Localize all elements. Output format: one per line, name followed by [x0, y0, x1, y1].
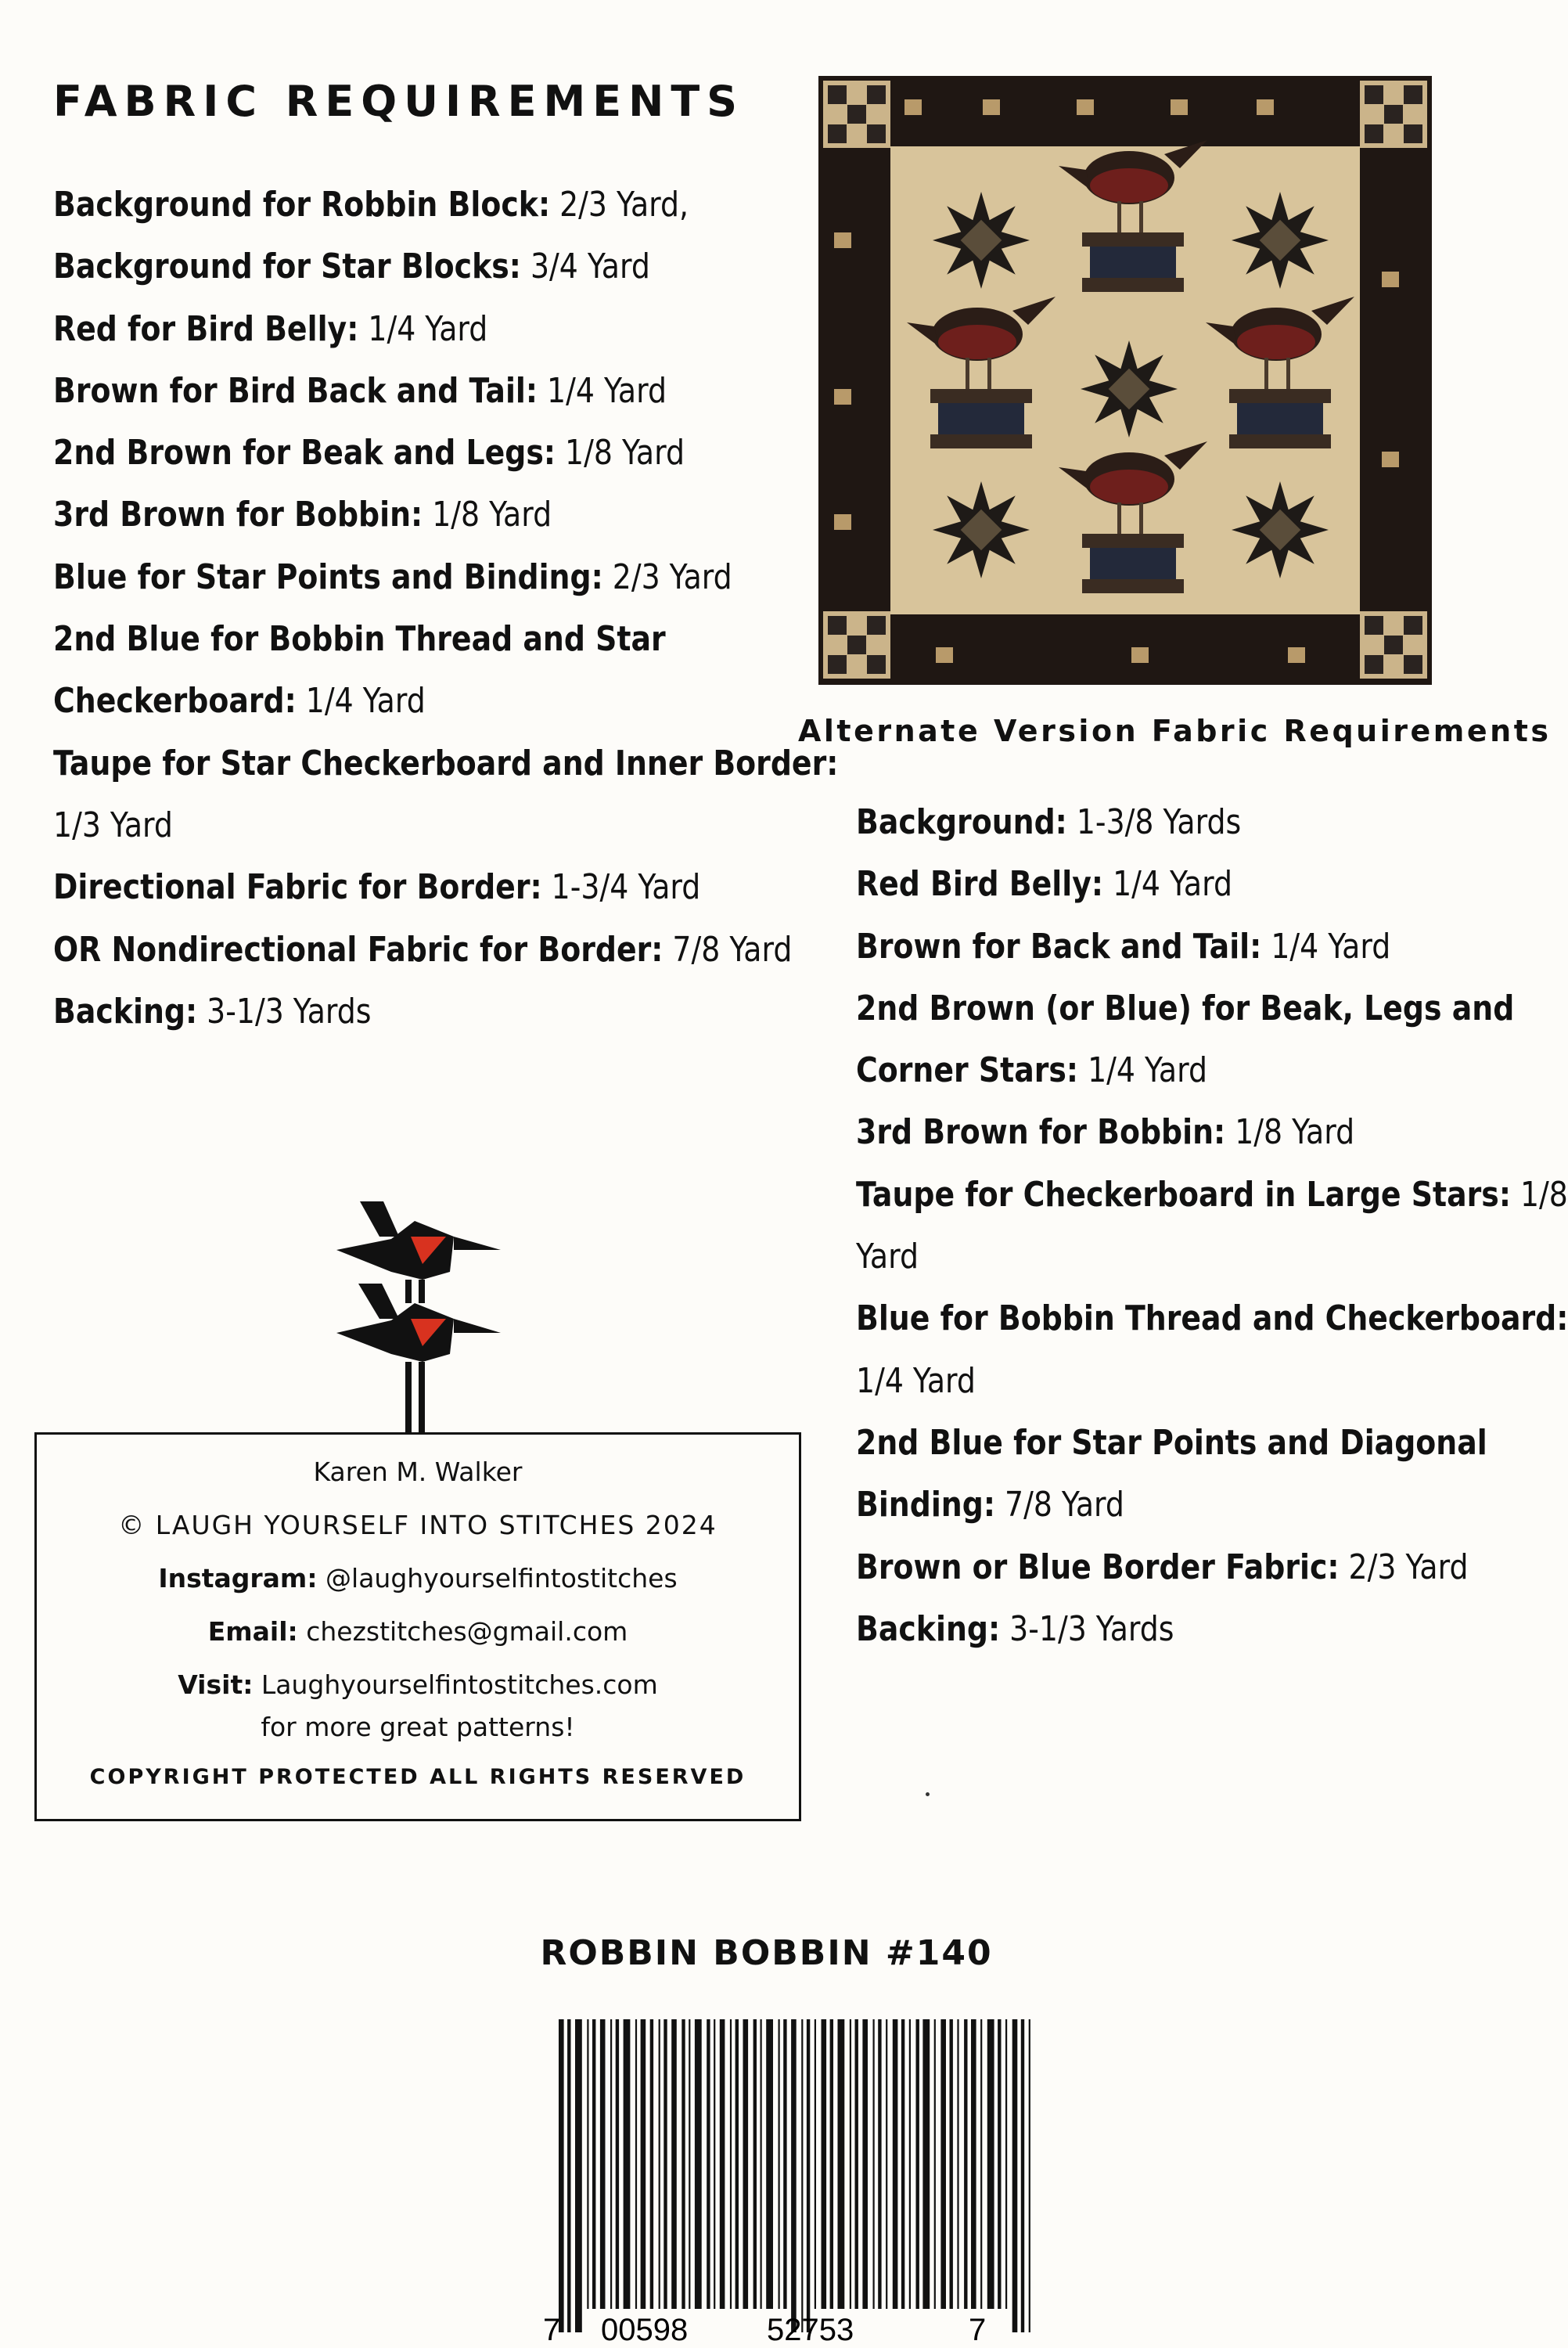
barcode-bar: [980, 2019, 982, 2309]
barcode-bar: [916, 2019, 919, 2309]
requirement-label: Brown or Blue Border Fabric:: [856, 1547, 1340, 1587]
instagram-label: Instagram:: [158, 1563, 318, 1594]
requirement-value: 2/3 Yard: [1339, 1547, 1469, 1587]
requirement-row: [53, 981, 659, 1043]
barcode-bar: [822, 2019, 827, 2309]
requirement-row: [53, 360, 667, 422]
barcode-bar: [600, 2019, 606, 2309]
requirement-label: Background for Star Blocks:: [53, 247, 521, 287]
quilt-border-house: [936, 647, 953, 663]
barcode-bar: [575, 2019, 582, 2332]
barcode-bar: [641, 2019, 646, 2309]
requirement-label: Blue for Bobbin Thread and Checkerboard:: [856, 1298, 1568, 1339]
requirement-label: Brown for Back and Tail:: [856, 926, 1262, 967]
quilt-bird-belly: [1237, 325, 1315, 359]
barcode-bar: [567, 2019, 570, 2332]
requirement-value: 1/4 Yard: [538, 370, 667, 411]
quilt-bobbin-bottom: [1229, 434, 1331, 448]
requirement-label: Backing:: [856, 1608, 1001, 1649]
barcode-bar: [901, 2019, 904, 2309]
requirement-value: 3-1/3 Yards: [1000, 1608, 1174, 1649]
quilt-bobbin-thread: [938, 403, 1024, 434]
email-line: [37, 1616, 799, 1647]
quilt-border-house: [983, 99, 1000, 115]
barcode-bar: [830, 2019, 833, 2309]
quilt-bobbin-top: [1229, 389, 1331, 403]
requirement-row: [53, 546, 732, 608]
requirement-row: [53, 608, 666, 670]
quilt-bird-leg: [1117, 502, 1121, 534]
requirement-row: [53, 856, 701, 918]
barcode-bar: [940, 2019, 946, 2309]
requirement-value: 1/4 Yard: [856, 1360, 976, 1401]
requirement-label: Backing:: [53, 991, 198, 1032]
requirement-label: Brown for Bird Back and Tail:: [53, 370, 538, 411]
barcode-bar: [957, 2019, 958, 2309]
quilt-bobbin-thread: [1090, 548, 1176, 579]
requirement-row: [856, 978, 1515, 1039]
rights-reserved: COPYRIGHT PROTECTED ALL RIGHTS RESERVED: [89, 1765, 746, 1789]
quilt-corner-square: [1404, 655, 1422, 674]
barcode-bar: [934, 2019, 936, 2309]
barcode-bar: [801, 2019, 803, 2332]
requirement-value: 1-3/8 Yards: [1066, 802, 1242, 842]
barcode-bar: [610, 2019, 612, 2309]
quilt-bird-leg: [1286, 358, 1290, 389]
barcode-bar: [862, 2019, 868, 2309]
barcode-bar: [971, 2019, 976, 2309]
contact-box: [34, 1432, 801, 1821]
barcode-bar: [659, 2019, 660, 2309]
quilt-corner-square: [867, 655, 886, 674]
requirement-row: [856, 916, 1408, 978]
quilt-bird-belly: [1090, 470, 1168, 504]
barcode-bar: [559, 2019, 564, 2332]
instagram-line: [37, 1563, 799, 1594]
requirement-row: [856, 1598, 1408, 1660]
requirement-label: 2nd Brown for Beak and Legs:: [53, 433, 556, 474]
barcode-bar: [671, 2019, 677, 2309]
quilt-bird-leg: [1264, 358, 1268, 389]
barcode-bar: [766, 2019, 773, 2309]
requirement-row: [856, 1412, 1487, 1474]
quilt-corner-square: [1404, 616, 1422, 635]
quilt-border-house: [1131, 647, 1149, 663]
barcode-bar: [624, 2019, 631, 2309]
requirement-row: [53, 794, 659, 856]
requirement-label: Checkerboard:: [53, 681, 297, 722]
requirement-value: 3-1/3 Yards: [197, 991, 372, 1032]
quilt-corner-square: [1365, 85, 1383, 104]
quilt-border-house: [1257, 99, 1274, 115]
visit-line: [37, 1669, 799, 1700]
barcode-bar: [815, 2019, 816, 2309]
barcode-bar: [664, 2019, 667, 2309]
page-title: FABRIC REQUIREMENTS: [53, 77, 745, 126]
fabric-requirements-list: [53, 174, 839, 1043]
barcode-bar: [695, 2019, 702, 2309]
requirement-value: 1/4 Yard: [1078, 1050, 1208, 1091]
requirement-row: [53, 236, 659, 297]
quilt-border-house: [1382, 272, 1399, 287]
barcode-bar: [753, 2019, 757, 2309]
stray-dot: [926, 1792, 930, 1796]
barcode-bar: [1021, 2019, 1024, 2332]
requirement-row: [53, 733, 839, 794]
barcode-bar: [689, 2019, 690, 2309]
barcode: [540, 2019, 994, 2348]
requirement-label: Taupe for Checkerboard in Large Stars:: [856, 1174, 1511, 1215]
requirement-label: 3rd Brown for Bobbin:: [53, 495, 423, 535]
alternate-requirements-list: [856, 791, 1568, 1660]
quilt-corner-square: [867, 124, 886, 143]
barcode-bar: [878, 2019, 881, 2309]
quilt-corner-square: [847, 636, 866, 654]
requirement-row: [856, 1287, 1568, 1349]
quilt-bobbin-top: [1082, 534, 1184, 548]
copyright-line: © LAUGH YOURSELF INTO STITCHES 2024: [118, 1510, 717, 1540]
requirement-value: 1-3/4 Yard: [541, 867, 701, 908]
quilt-border-house: [904, 99, 922, 115]
requirement-row: [856, 1164, 1568, 1226]
barcode-group-left: 00598: [601, 2313, 689, 2347]
requirement-label: 2nd Blue for Star Points and Diagonal: [856, 1422, 1487, 1463]
requirement-label: Red Bird Belly:: [856, 864, 1104, 905]
requirement-label: Corner Stars:: [856, 1050, 1079, 1091]
requirement-label: OR Nondirectional Fabric for Border:: [53, 929, 664, 970]
barcode-bar: [735, 2019, 739, 2309]
quilt-bird-belly: [938, 325, 1016, 359]
barcode-bar: [1012, 2019, 1018, 2332]
quilt-border-house: [834, 232, 851, 248]
more-patterns: for more great patterns!: [261, 1712, 575, 1742]
barcode-digit-last: 7: [969, 2313, 987, 2347]
barcode-bar: [761, 2019, 762, 2309]
requirement-row: [856, 853, 1408, 915]
requirement-value: 1/4 Yard: [296, 681, 426, 722]
barcode-bar: [855, 2019, 858, 2309]
requirement-row: [856, 1536, 1469, 1598]
quilt-bobbin-bottom: [930, 434, 1032, 448]
quilt-bird-leg: [987, 358, 991, 389]
quilt-corner-square: [1404, 85, 1422, 104]
quilt-corner-square: [867, 85, 886, 104]
requirement-label: Taupe for Star Checkerboard and Inner Border:: [53, 743, 839, 783]
quilt-bird-leg: [1117, 201, 1121, 232]
requirement-row: [856, 1474, 1408, 1536]
quilt-border-house: [834, 389, 851, 405]
barcode-bar: [964, 2019, 967, 2309]
quilt-corner-square: [1365, 616, 1383, 635]
barcode-bar: [707, 2019, 710, 2309]
quilt-bird-leg: [1139, 201, 1143, 232]
email-label: Email:: [207, 1616, 298, 1647]
requirement-label: Background:: [856, 802, 1067, 842]
quilt-corner-square: [1365, 655, 1383, 674]
barcode-bar: [650, 2019, 653, 2309]
requirement-row: [856, 791, 1408, 853]
visit-label: Visit:: [178, 1669, 254, 1700]
website-link[interactable]: Laughyourselfintostitches.com: [253, 1669, 658, 1700]
barcode-bar: [743, 2019, 749, 2309]
barcode-bar: [873, 2019, 875, 2309]
quilt-corner-square: [1365, 124, 1383, 143]
barcode-bar: [922, 2019, 930, 2309]
requirement-value: 1/3 Yard: [53, 805, 173, 845]
requirement-row: [856, 1350, 1408, 1412]
quilt-bobbin-thread: [1237, 403, 1323, 434]
requirement-label: Red for Bird Belly:: [53, 308, 359, 349]
requirement-value: 1/8 Yard: [556, 433, 685, 474]
quilt-bobbin-thread: [1090, 247, 1176, 278]
requirement-label: Background for Robbin Block:: [53, 185, 551, 225]
quilt-bobbin-bottom: [1082, 579, 1184, 593]
requirement-value: 7/8 Yard: [994, 1485, 1124, 1525]
quilt-bird-belly: [1090, 168, 1168, 203]
barcode-bar: [838, 2019, 845, 2309]
quilt-corner-square: [828, 124, 847, 143]
barcode-bar: [1029, 2019, 1030, 2332]
barcode-bar: [807, 2019, 810, 2332]
pattern-title: ROBBIN BOBBIN #140: [540, 1933, 993, 1973]
barcode-bar: [987, 2019, 994, 2309]
barcode-bar: [1005, 2019, 1007, 2309]
requirement-row: [53, 484, 659, 546]
quilt-corner-square: [867, 616, 886, 635]
requirement-label: 3rd Brown for Bobbin:: [856, 1112, 1226, 1153]
requirement-row: [53, 670, 659, 732]
quilt-border-house: [1382, 452, 1399, 467]
quilt-bobbin-top: [930, 389, 1032, 403]
requirement-label: 2nd Blue for Bobbin Thread and Star: [53, 619, 666, 660]
barcode-digit-first: 7: [543, 2313, 561, 2347]
quilt-border-house: [1288, 647, 1305, 663]
requirement-row: [53, 298, 659, 360]
quilt-corner-square: [828, 655, 847, 674]
barcode-bar: [730, 2019, 732, 2309]
instagram-handle[interactable]: @laughyourselfintostitches: [317, 1563, 678, 1594]
requirement-label: Blue for Star Points and Binding:: [53, 556, 603, 597]
requirement-value: 1/4 Yard: [358, 308, 488, 349]
quilt-bird-leg: [1139, 502, 1143, 534]
quilt-border-house: [1171, 99, 1188, 115]
crow-logo-icon: [336, 1201, 501, 1436]
requirement-row: [856, 1039, 1408, 1101]
quilt-bobbin-top: [1082, 232, 1184, 247]
barcode-bar: [714, 2019, 715, 2309]
requirement-label: Binding:: [856, 1485, 995, 1525]
barcode-bar: [720, 2019, 725, 2309]
barcode-bar: [998, 2019, 1001, 2309]
barcode-bar: [850, 2019, 851, 2309]
requirement-row: [53, 422, 685, 484]
email-address[interactable]: chezstitches@gmail.com: [297, 1616, 628, 1647]
barcode-bar: [587, 2019, 588, 2309]
requirement-value: 1/8 Yard: [1225, 1112, 1355, 1153]
barcode-group-right: 52753: [767, 2313, 854, 2347]
barcode-bar: [886, 2019, 887, 2309]
requirement-label: 2nd Brown (or Blue) for Beak, Legs and: [856, 988, 1515, 1028]
barcode-bar: [950, 2019, 953, 2309]
quilt-corner-square: [1384, 105, 1403, 124]
requirement-row: [53, 919, 793, 981]
requirement-row: [856, 1101, 1408, 1163]
author-name: Karen M. Walker: [313, 1457, 523, 1487]
barcode-bar: [682, 2019, 685, 2309]
requirement-value: 1/4 Yard: [1103, 864, 1233, 905]
barcode-bar: [635, 2019, 637, 2309]
requirement-value: 1/8 Yard: [423, 495, 552, 535]
barcode-bar: [616, 2019, 619, 2309]
quilt-photo: [818, 76, 1432, 685]
requirement-value: 2/3 Yard,: [550, 185, 689, 225]
quilt-corner-square: [828, 616, 847, 635]
barcode-bar: [893, 2019, 898, 2309]
requirement-value: 1/8: [1510, 1174, 1568, 1215]
barcode-bar: [779, 2019, 780, 2309]
requirement-label: Directional Fabric for Border:: [53, 867, 542, 908]
requirement-value: 2/3 Yard: [602, 556, 732, 597]
requirement-value: 7/8 Yard: [663, 929, 793, 970]
barcode-bar: [783, 2019, 786, 2309]
quilt-border-house: [1077, 99, 1094, 115]
barcode-bar: [592, 2019, 595, 2309]
quilt-border-house: [834, 514, 851, 530]
requirement-row: [53, 174, 689, 236]
quilt-corner-square: [828, 85, 847, 104]
quilt-bobbin-bottom: [1082, 278, 1184, 292]
quilt-corner-square: [1384, 636, 1403, 654]
barcode-bar: [791, 2019, 797, 2332]
alternate-title: Alternate Version Fabric Requirements: [798, 714, 1552, 748]
quilt-corner-square: [847, 105, 866, 124]
quilt-corner-square: [1404, 124, 1422, 143]
barcode-bar: [909, 2019, 911, 2309]
requirement-row: [856, 1226, 1408, 1287]
requirement-value: 1/4 Yard: [1261, 926, 1391, 967]
quilt-bird-leg: [966, 358, 969, 389]
requirement-value: 3/4 Yard: [520, 247, 650, 287]
requirement-value: Yard: [856, 1237, 919, 1277]
